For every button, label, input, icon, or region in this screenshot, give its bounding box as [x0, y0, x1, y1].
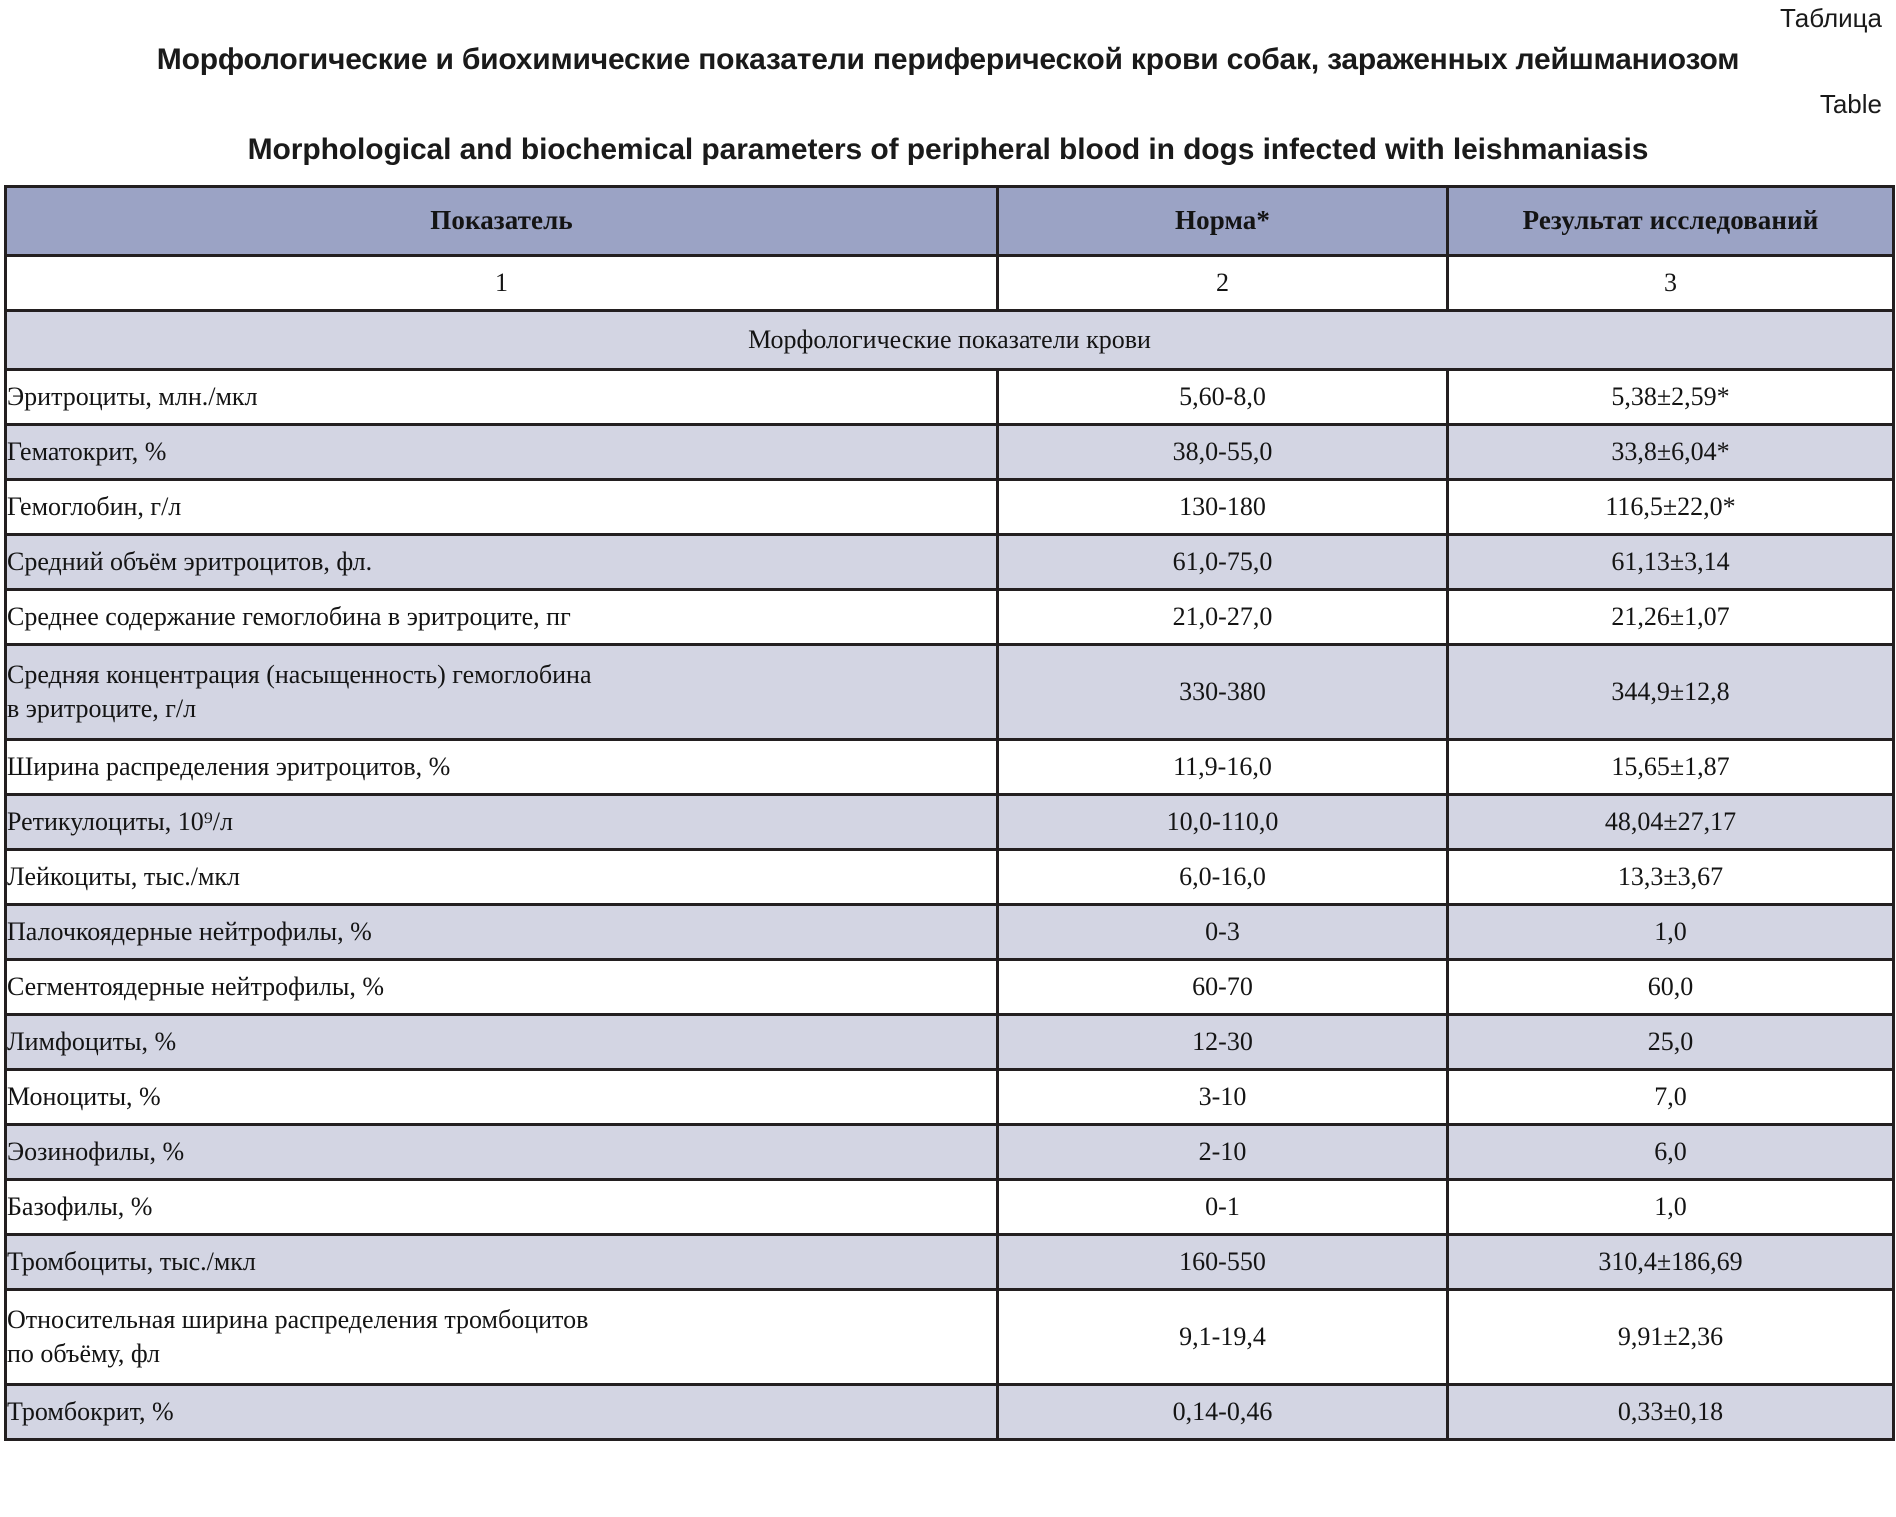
table-row [6, 1124, 1894, 1179]
row-norm: 21,0-27,0 [998, 589, 1448, 644]
table-row [6, 479, 1894, 534]
table-row [6, 1384, 1894, 1439]
row-norm: 0-3 [998, 904, 1448, 959]
column-header-norm: Норма* [998, 186, 1448, 255]
row-norm: 61,0-75,0 [998, 534, 1448, 589]
column-number-1: 1 [6, 255, 998, 310]
table-header-row [6, 186, 1894, 255]
table-row [6, 849, 1894, 904]
row-result: 7,0 [1448, 1069, 1894, 1124]
row-label: Гемоглобин, г/л [6, 479, 998, 534]
table-title-ru: Морфологические и биохимические показатели периферической крови собак, зараженных лейшманиозом [156, 43, 1740, 76]
row-result: 344,9±12,8 [1448, 644, 1894, 739]
row-label: Лейкоциты, тыс./мкл [6, 849, 998, 904]
table-title-en: Morphological and biochemical parameters of peripheral blood in dogs infected with leishmaniasis [247, 133, 1649, 167]
row-label [6, 644, 998, 739]
row-norm: 10,0-110,0 [998, 794, 1448, 849]
row-label: Сегментоядерные нейтрофилы, % [6, 959, 998, 1014]
table-row [6, 1234, 1894, 1289]
row-norm: 5,60-8,0 [998, 369, 1448, 424]
row-label: Моноциты, % [6, 1069, 998, 1124]
table-row [6, 794, 1894, 849]
table-body [6, 310, 1894, 1439]
row-norm: 2-10 [998, 1124, 1448, 1179]
table-row [6, 904, 1894, 959]
row-result: 15,65±1,87 [1448, 739, 1894, 794]
row-norm: 130-180 [998, 479, 1448, 534]
table-row [6, 1289, 1894, 1384]
section-title: Морфологические показатели крови [6, 310, 1894, 369]
row-norm: 60-70 [998, 959, 1448, 1014]
blood-parameters-table [4, 185, 1895, 1441]
row-result: 25,0 [1448, 1014, 1894, 1069]
row-label-line-2: по объёму, фл [7, 1338, 161, 1368]
row-norm: 0-1 [998, 1179, 1448, 1234]
table-row [6, 424, 1894, 479]
row-result: 48,04±27,17 [1448, 794, 1894, 849]
row-label: Эозинофилы, % [6, 1124, 998, 1179]
table-row [6, 369, 1894, 424]
table-row [6, 739, 1894, 794]
row-norm: 11,9-16,0 [998, 739, 1448, 794]
row-label-line-1: Относительная ширина распределения тромбоцитов [7, 1304, 589, 1334]
table-row [6, 1014, 1894, 1069]
row-norm: 12-30 [998, 1014, 1448, 1069]
row-label: Ширина распределения эритроцитов, % [6, 739, 998, 794]
row-result: 5,38±2,59* [1448, 369, 1894, 424]
column-number-3: 3 [1448, 255, 1894, 310]
row-norm: 0,14-0,46 [998, 1384, 1448, 1439]
row-result: 33,8±6,04* [1448, 424, 1894, 479]
row-label: Ретикулоциты, 10⁹/л [6, 794, 998, 849]
row-label: Лимфоциты, % [6, 1014, 998, 1069]
row-result: 1,0 [1448, 904, 1894, 959]
table-container [0, 185, 1896, 1441]
table-row [6, 644, 1894, 739]
column-header-parameter: Показатель [6, 186, 998, 255]
row-label: Эритроциты, млн./мкл [6, 369, 998, 424]
table-caption-block [0, 0, 1896, 168]
row-norm: 38,0-55,0 [998, 424, 1448, 479]
column-number-row [6, 255, 1894, 310]
row-result: 1,0 [1448, 1179, 1894, 1234]
row-label: Тромбокрит, % [6, 1384, 998, 1439]
row-label: Гематокрит, % [6, 424, 998, 479]
row-label [6, 1289, 998, 1384]
row-label: Средний объём эритроцитов, фл. [6, 534, 998, 589]
row-result: 13,3±3,67 [1448, 849, 1894, 904]
row-norm: 3-10 [998, 1069, 1448, 1124]
row-label-line-2: в эритроците, г/л [7, 693, 197, 723]
table-row [6, 589, 1894, 644]
row-result: 6,0 [1448, 1124, 1894, 1179]
row-result: 9,91±2,36 [1448, 1289, 1894, 1384]
row-result: 0,33±0,18 [1448, 1384, 1894, 1439]
row-norm: 6,0-16,0 [998, 849, 1448, 904]
row-label-line-1: Средняя концентрация (насыщенность) гемоглобина [7, 659, 592, 689]
section-header-row [6, 310, 1894, 369]
row-label: Палочкоядерные нейтрофилы, % [6, 904, 998, 959]
row-norm: 9,1-19,4 [998, 1289, 1448, 1384]
table-label-ru: Таблица [1780, 3, 1882, 33]
row-result: 310,4±186,69 [1448, 1234, 1894, 1289]
table-row [6, 1179, 1894, 1234]
row-result: 60,0 [1448, 959, 1894, 1014]
row-label: Среднее содержание гемоглобина в эритроците, пг [6, 589, 998, 644]
table-row [6, 959, 1894, 1014]
table-row [6, 534, 1894, 589]
table-row [6, 1069, 1894, 1124]
column-number-2: 2 [998, 255, 1448, 310]
row-norm: 160-550 [998, 1234, 1448, 1289]
row-label: Тромбоциты, тыс./мкл [6, 1234, 998, 1289]
row-result: 21,26±1,07 [1448, 589, 1894, 644]
column-header-result: Результат исследований [1448, 186, 1894, 255]
row-result: 116,5±22,0* [1448, 479, 1894, 534]
row-norm: 330-380 [998, 644, 1448, 739]
row-result: 61,13±3,14 [1448, 534, 1894, 589]
table-label-en: Table [1819, 89, 1882, 120]
row-label: Базофилы, % [6, 1179, 998, 1234]
